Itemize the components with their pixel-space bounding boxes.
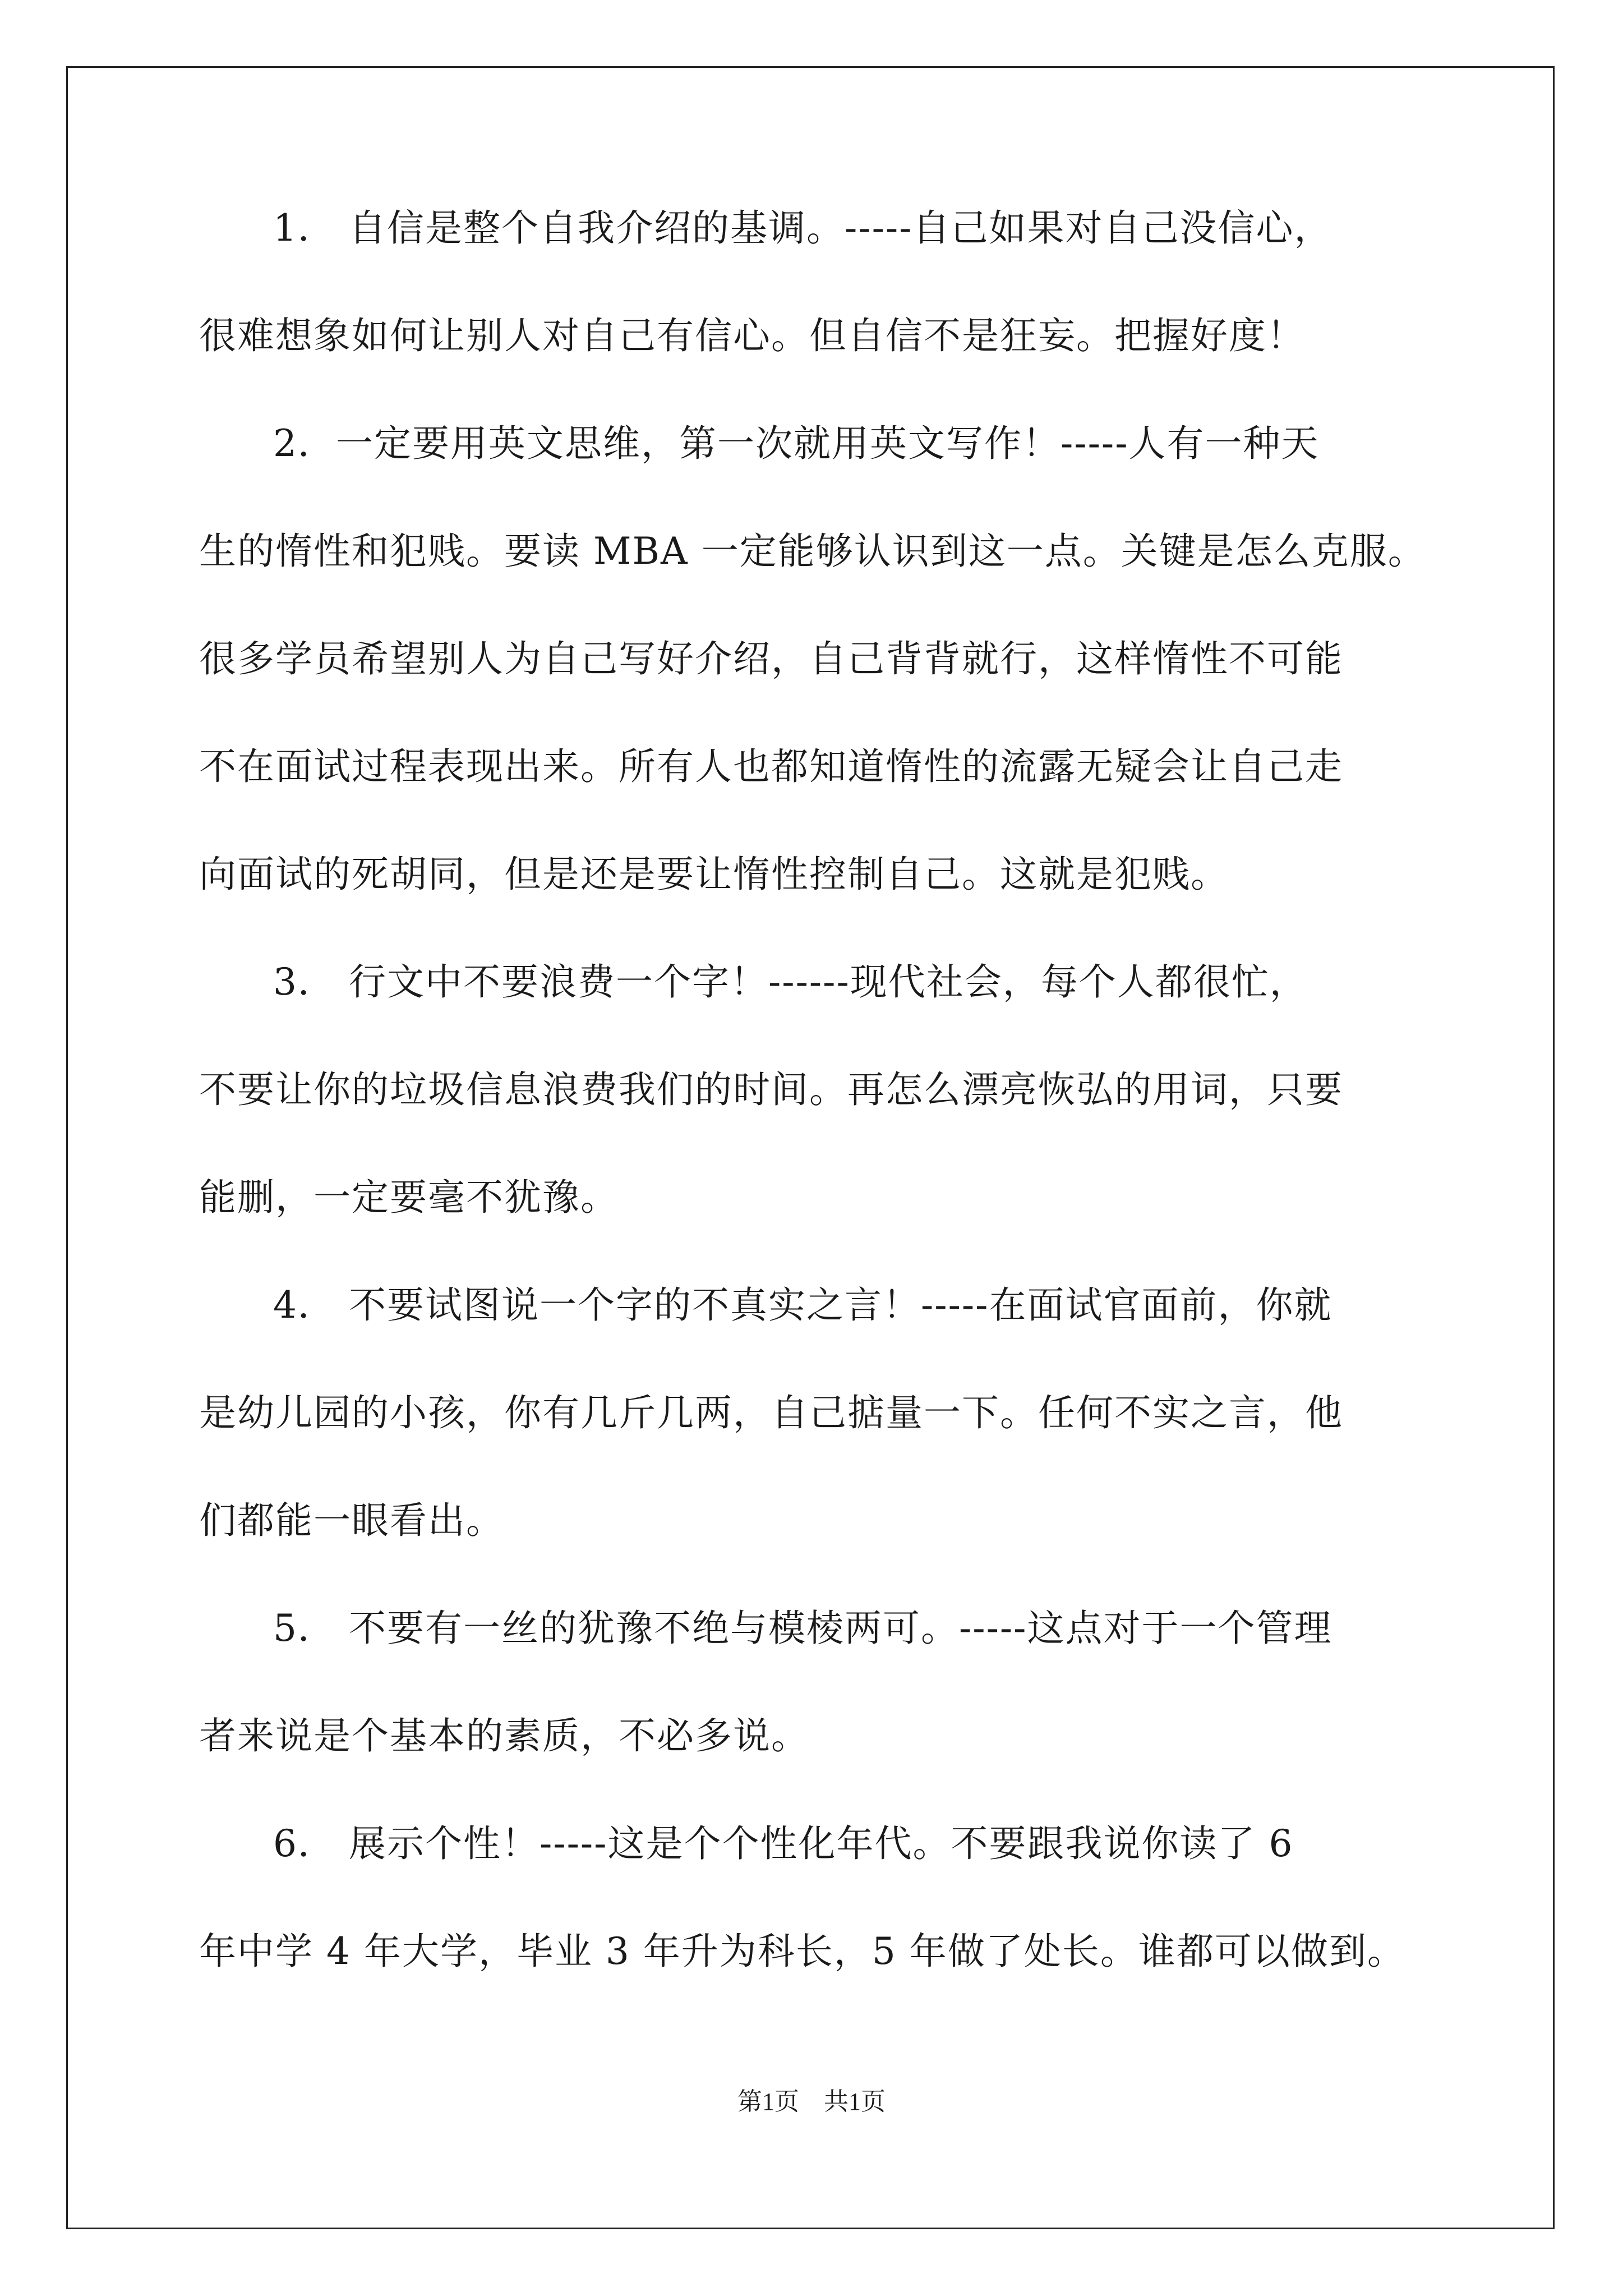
page-footer — [0, 2090, 1623, 2114]
paragraph-6-line-1: 6． 展示个性！-----这是个个性化年代。不要跟我说你读了 6 — [273, 1822, 1294, 1865]
document-body — [199, 206, 1433, 2041]
page-total: 共1页 — [824, 2088, 886, 2115]
paragraph-5-line-1: 5． 不要有一丝的犹豫不绝与模棱两可。-----这点对于一个管理 — [273, 1607, 1332, 1650]
paragraph-2-line-5: 向面试的死胡同，但是还是要让惰性控制自己。这就是犯贱。 — [199, 853, 1229, 896]
paragraph-3-line-1: 3． 行文中不要浪费一个字！------现代社会，每个人都很忙， — [273, 960, 1308, 1004]
paragraph-4-line-3: 们都能一眼看出。 — [199, 1499, 504, 1542]
paragraph-3-line-2: 不要让你的垃圾信息浪费我们的时间。再怎么漂亮恢弘的用词，只要 — [199, 1068, 1343, 1111]
paragraph-1-line-1: 1． 自信是整个自我介绍的基调。-----自己如果对自己没信心， — [273, 206, 1332, 250]
paragraph-2-line-4: 不在面试过程表现出来。所有人也都知道惰性的流露无疑会让自己走 — [199, 745, 1343, 788]
paragraph-6-line-2: 年中学 4 年大学，毕业 3 年升为科长，5 年做了处长。谁都可以做到。 — [199, 1930, 1405, 1973]
page-number: 第1页 — [737, 2088, 799, 2115]
paragraph-4-line-2: 是幼儿园的小孩，你有几斤几两，自己掂量一下。任何不实之言，他 — [199, 1391, 1343, 1434]
paragraph-5-line-2: 者来说是个基本的素质，不必多说。 — [199, 1714, 809, 1757]
paragraph-1-line-2: 很难想象如何让别人对自己有信心。但自信不是狂妄。把握好度！ — [199, 314, 1305, 357]
paragraph-4-line-1: 4． 不要试图说一个字的不真实之言！-----在面试官面前，你就 — [273, 1283, 1332, 1327]
paragraph-2-line-1: 2．一定要用英文思维，第一次就用英文写作！-----人有一种天 — [273, 422, 1320, 465]
paragraph-2-line-2: 生的惰性和犯贱。要读 MBA 一定能够认识到这一点。关键是怎么克服。 — [199, 530, 1426, 573]
paragraph-2-line-3: 很多学员希望别人为自己写好介绍，自己背背就行，这样惰性不可能 — [199, 637, 1343, 680]
paragraph-3-line-3: 能删，一定要毫不犹豫。 — [199, 1176, 619, 1219]
